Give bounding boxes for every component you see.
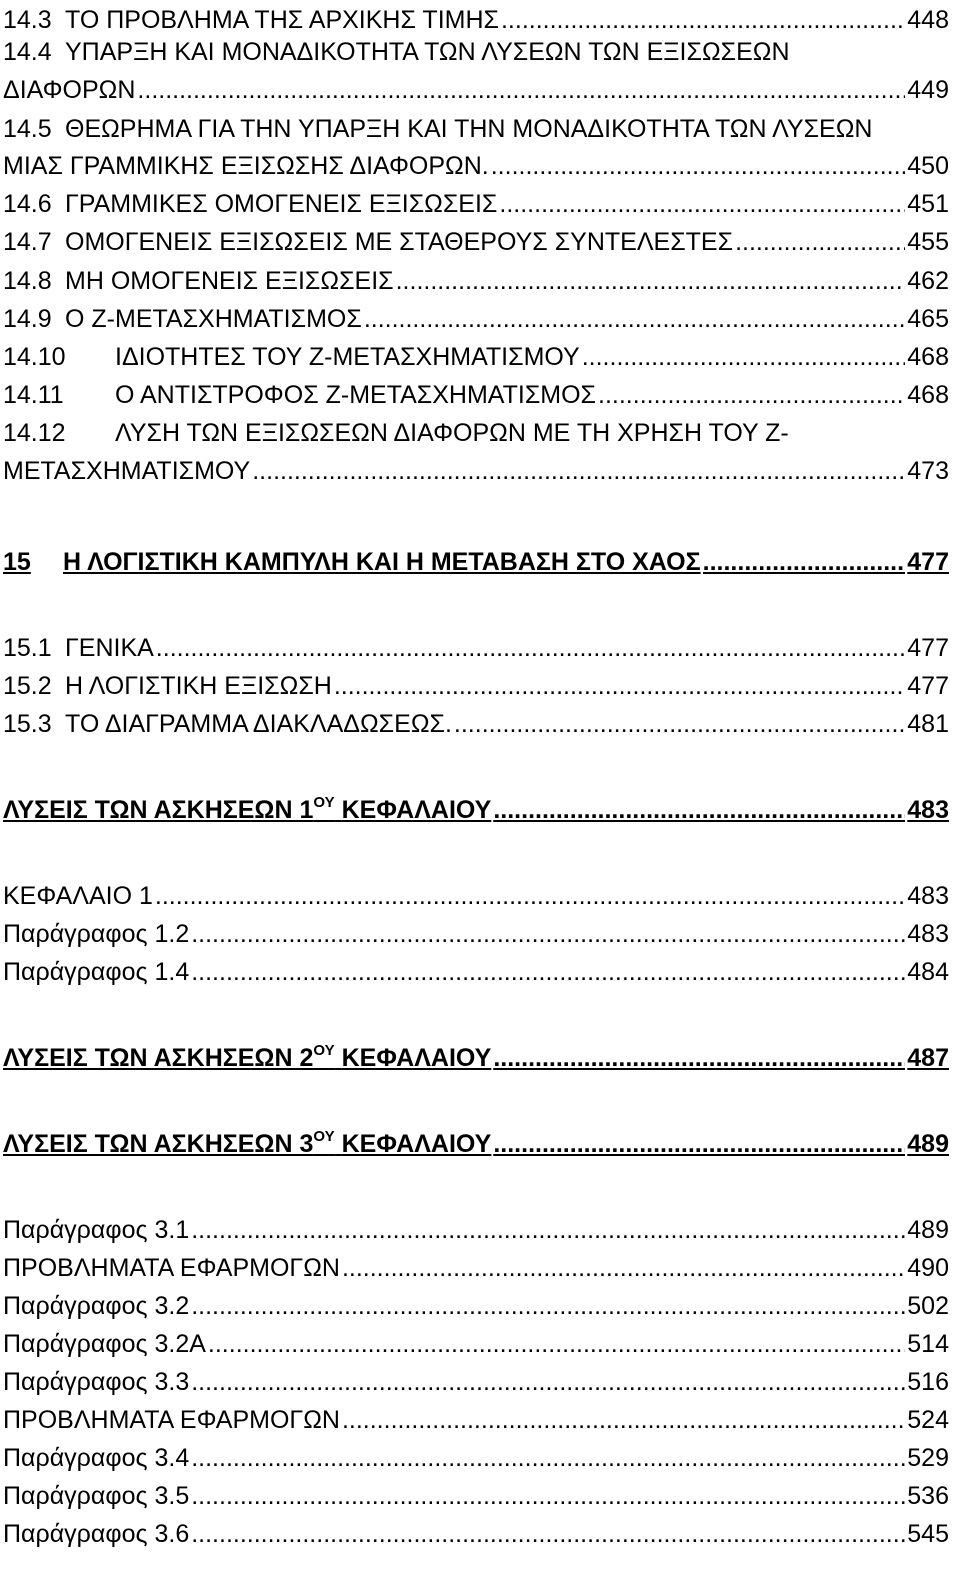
toc-entry[interactable] [3, 953, 949, 991]
toc-entry-number: 14.12 [3, 419, 66, 447]
dot-leader [735, 223, 905, 261]
toc-entry-title: ΜΗ ΟΜΟΓΕΝΕΙΣ ΕΞΙΣΩΣΕΙΣ [65, 267, 394, 295]
toc-page-number: 448 [907, 6, 949, 34]
dot-leader [155, 877, 905, 915]
toc-entry[interactable] [3, 877, 949, 915]
toc-entry-number: 14.11 [3, 381, 64, 409]
toc-page-number: 468 [907, 381, 949, 409]
toc-heading-entry[interactable] [3, 1039, 949, 1077]
ordinal-superscript: ΟΥ [313, 1128, 335, 1145]
dot-leader [491, 147, 906, 185]
toc-entry-number: 15 [3, 548, 31, 576]
toc-page-number: 477 [907, 672, 949, 700]
toc-page-number: 483 [907, 920, 949, 948]
toc-entry[interactable] [3, 705, 949, 743]
dot-leader [191, 1211, 905, 1249]
dot-leader [334, 667, 905, 705]
toc-entry-title: ΛΥΣΕΙΣ ΤΩΝ ΑΣΚΗΣΕΩΝ $3^{O\Upsilon}$ ΚΕΦΑΛΑΙΟΥ [3, 1128, 492, 1158]
toc-entry-title: ΤΟ ΔΙΑΓΡΑΜΜΑ ΔΙΑΚΛΑΔΩΣΕΩΣ. [65, 710, 452, 738]
toc-entry-title-continued: ΔΙΑΦΟΡΩΝ [3, 76, 136, 104]
toc-entry-title: Παράγραφος 3.1 [3, 1216, 190, 1244]
dot-leader [191, 1477, 905, 1515]
toc-entry-title: ΟΜΟΓΕΝΕΙΣ ΕΞΙΣΩΣΕΙΣ ΜΕ ΣΤΑΘΕΡΟΥΣ ΣΥΝΤΕΛΕΣΤΕΣ [65, 228, 734, 256]
toc-page-number: 477 [907, 634, 949, 662]
toc-entry-number: 14.10 [3, 343, 66, 371]
toc-entry-title-suffix: ΚΕΦΑΛΑΙΟΥ [341, 796, 492, 824]
toc-entry-number: 14.3 [3, 6, 52, 34]
dot-leader [156, 629, 905, 667]
toc-page-number: 468 [907, 343, 949, 371]
toc-page-number: 502 [907, 1292, 949, 1320]
toc-entry-title: ΠΡΟΒΛΗΜΑΤΑ ΕΦΑΡΜΟΓΩΝ [3, 1254, 340, 1282]
toc-entry-title: Ο Z-ΜΕΤΑΣΧΗΜΑΤΙΣΜΟΣ [65, 305, 362, 333]
toc-entry-title: ΙΔΙΟΤΗΤΕΣ ΤΟΥ Z-ΜΕΤΑΣΧΗΜΑΤΙΣΜΟΥ [115, 343, 580, 371]
toc-page-number: 536 [907, 1482, 949, 1510]
toc-entry-title: ΥΠΑΡΞΗ ΚΑΙ ΜΟΝΑΔΙΚΟΤΗΤΑ ΤΩΝ ΛΥΣΕΩΝ ΤΩΝ ΕΞΙΣΩΣΕΩΝ [65, 38, 790, 66]
dot-leader [396, 262, 906, 300]
toc-page-number: 449 [907, 76, 949, 104]
toc-entry-number: 15.1 [3, 634, 52, 662]
toc-entry[interactable] [3, 1249, 949, 1287]
toc-page-number: 487 [907, 1044, 949, 1072]
toc-page-number: 489 [907, 1130, 949, 1158]
toc-entry-title-suffix: ΚΕΦΑΛΑΙΟΥ [341, 1130, 492, 1158]
toc-entry[interactable] [3, 33, 949, 71]
dot-leader [137, 71, 905, 109]
toc-entry-title: Παράγραφος 3.3 [3, 1368, 190, 1396]
toc-entry[interactable] [3, 110, 949, 148]
ordinal-superscript: ΟΥ [313, 1042, 335, 1059]
toc-entry-title: Παράγραφος 3.6 [3, 1520, 190, 1548]
toc-entry[interactable] [3, 1515, 949, 1553]
toc-entry-title: Παράγραφος 1.4 [3, 958, 190, 986]
toc-entry-title: ΛΥΣΕΙΣ ΤΩΝ ΑΣΚΗΣΕΩΝ $1^{O\Upsilon}$ ΚΕΦΑΛΑΙΟΥ [3, 794, 492, 824]
toc-entry-number: 15.2 [3, 672, 52, 700]
toc-entry[interactable] [3, 667, 949, 705]
toc-heading-entry[interactable] [3, 1125, 949, 1163]
toc-entry[interactable] [3, 185, 949, 223]
toc-entry-title: Παράγραφος 1.2 [3, 920, 190, 948]
toc-page-number: 455 [907, 228, 949, 256]
dot-leader [342, 1249, 905, 1287]
toc-entry-title: ΓΕΝΙΚΑ [65, 634, 154, 662]
toc-entry[interactable] [3, 1439, 949, 1477]
toc-page-number: 483 [907, 796, 949, 824]
toc-entry[interactable] [3, 338, 949, 376]
toc-page-number: 490 [907, 1254, 949, 1282]
dot-leader [191, 1363, 905, 1401]
toc-entry-number: 14.6 [3, 190, 52, 218]
toc-entry-number: 14.4 [3, 38, 52, 66]
dot-leader [493, 1039, 905, 1077]
toc-page-number: 514 [907, 1330, 949, 1358]
toc-page-number: 450 [907, 152, 949, 180]
ordinal-superscript: ΟΥ [313, 794, 335, 811]
toc-page-number: 524 [907, 1406, 949, 1434]
dot-leader [454, 705, 905, 743]
dot-leader [191, 953, 905, 991]
dot-leader [703, 543, 906, 581]
dot-leader [191, 1439, 905, 1477]
toc-heading-entry[interactable] [3, 791, 949, 829]
toc-entry-title-continued: ΜΕΤΑΣΧΗΜΑΤΙΣΜΟΥ [3, 457, 251, 485]
toc-entry-continuation[interactable] [3, 71, 949, 109]
toc-page-number: 473 [907, 457, 949, 485]
toc-entry[interactable] [3, 262, 949, 300]
toc-entry-title-suffix: ΚΕΦΑΛΑΙΟΥ [341, 1044, 492, 1072]
toc-entry-title: Ο ΑΝΤΙΣΤΡΟΦΟΣ Z-ΜΕΤΑΣΧΗΜΑΤΙΣΜΟΣ [115, 381, 597, 409]
toc-entry-title: ΘΕΩΡΗΜΑ ΓΙΑ ΤΗΝ ΥΠΑΡΞΗ ΚΑΙ ΤΗΝ ΜΟΝΑΔΙΚΟΤΗΤΑ ΤΩΝ ΛΥΣΕΩΝ [65, 115, 873, 143]
toc-entry[interactable] [3, 1211, 949, 1249]
dot-leader [493, 791, 905, 829]
dot-leader [493, 1125, 905, 1163]
toc-entry-title: ΛΥΣΕΙΣ ΤΩΝ ΑΣΚΗΣΕΩΝ $2^{O\Upsilon}$ ΚΕΦΑΛΑΙΟΥ [3, 1042, 492, 1072]
toc-entry-continuation[interactable] [3, 147, 949, 185]
dot-leader [342, 1401, 905, 1439]
toc-entry-title: Παράγραφος 3.5 [3, 1482, 190, 1510]
dot-leader [499, 185, 905, 223]
toc-entry-number: 14.9 [3, 305, 52, 333]
toc-page-number: 516 [907, 1368, 949, 1396]
toc-entry-title: Παράγραφος 3.2 [3, 1292, 190, 1320]
toc-page-number: 529 [907, 1444, 949, 1472]
toc-heading-entry[interactable] [3, 543, 949, 581]
dot-leader [252, 452, 905, 490]
toc-entry-number: 15.3 [3, 710, 52, 738]
toc-page-number: 462 [907, 267, 949, 295]
toc-entry-number: 14.5 [3, 115, 52, 143]
dot-leader [191, 915, 905, 953]
toc-entry[interactable] [3, 414, 949, 452]
toc-page-number: 465 [907, 305, 949, 333]
toc-entry-title: ΓΡΑΜΜΙΚΕΣ ΟΜΟΓΕΝΕΙΣ ΕΞΙΣΩΣΕΙΣ [65, 190, 498, 218]
toc-entry[interactable] [3, 300, 949, 338]
toc-page-number: 483 [907, 882, 949, 910]
toc-entry-title: Παράγραφος 3.4 [3, 1444, 190, 1472]
toc-page-number: 477 [907, 548, 949, 576]
toc-entry[interactable] [3, 376, 949, 414]
toc-entry[interactable] [3, 915, 949, 953]
dot-leader [191, 1515, 905, 1553]
toc-entry-title: ΤΟ ΠΡΟΒΛΗΜΑ ΤΗΣ ΑΡΧΙΚΗΣ ΤΙΜΗΣ [65, 6, 499, 34]
toc-entry-title: ΚΕΦΑΛΑΙΟ 1 [3, 882, 153, 910]
toc-entry-title: Η ΛΟΓΙΣΤΙΚΗ ΕΞΙΣΩΣΗ [65, 672, 332, 700]
toc-entry-number: 14.7 [3, 228, 52, 256]
dot-leader [191, 1287, 905, 1325]
toc-entry[interactable] [3, 629, 949, 667]
toc-page-number: 451 [907, 190, 949, 218]
toc-entry-title: Παράγραφος 3.2Α [3, 1330, 206, 1358]
dot-leader [364, 300, 905, 338]
toc-entry[interactable] [3, 1477, 949, 1515]
toc-entry-continuation[interactable] [3, 452, 949, 490]
toc-entry-title: ΠΡΟΒΛΗΜΑΤΑ ΕΦΑΡΜΟΓΩΝ [3, 1406, 340, 1434]
toc-entry[interactable] [3, 1401, 949, 1439]
toc-entry-title: Η ΛΟΓΙΣΤΙΚΗ ΚΑΜΠΥΛΗ ΚΑΙ Η ΜΕΤΑΒΑΣΗ ΣΤΟ ΧΑΟΣ [63, 548, 701, 576]
toc-page-number: 489 [907, 1216, 949, 1244]
toc-entry-title-continued: ΜΙΑΣ ΓΡΑΜΜΙΚΗΣ ΕΞΙΣΩΣΗΣ ΔΙΑΦΟΡΩΝ. [3, 152, 489, 180]
toc-entry[interactable] [3, 1325, 949, 1363]
toc-page-number: 545 [907, 1520, 949, 1548]
toc-entry[interactable] [3, 1287, 949, 1325]
toc-entry-number: 14.8 [3, 267, 52, 295]
toc-entry[interactable] [3, 223, 949, 261]
dot-leader [208, 1325, 905, 1363]
toc-page-number: 484 [907, 958, 949, 986]
toc-page-number: 481 [907, 710, 949, 738]
toc-entry-title: ΛΥΣΗ ΤΩΝ ΕΞΙΣΩΣΕΩΝ ΔΙΑΦΟΡΩΝ ΜΕ ΤΗ ΧΡΗΣΗ ΤΟΥ Z- [115, 419, 789, 447]
dot-leader [582, 338, 906, 376]
toc-entry[interactable] [3, 1363, 949, 1401]
dot-leader [598, 376, 905, 414]
